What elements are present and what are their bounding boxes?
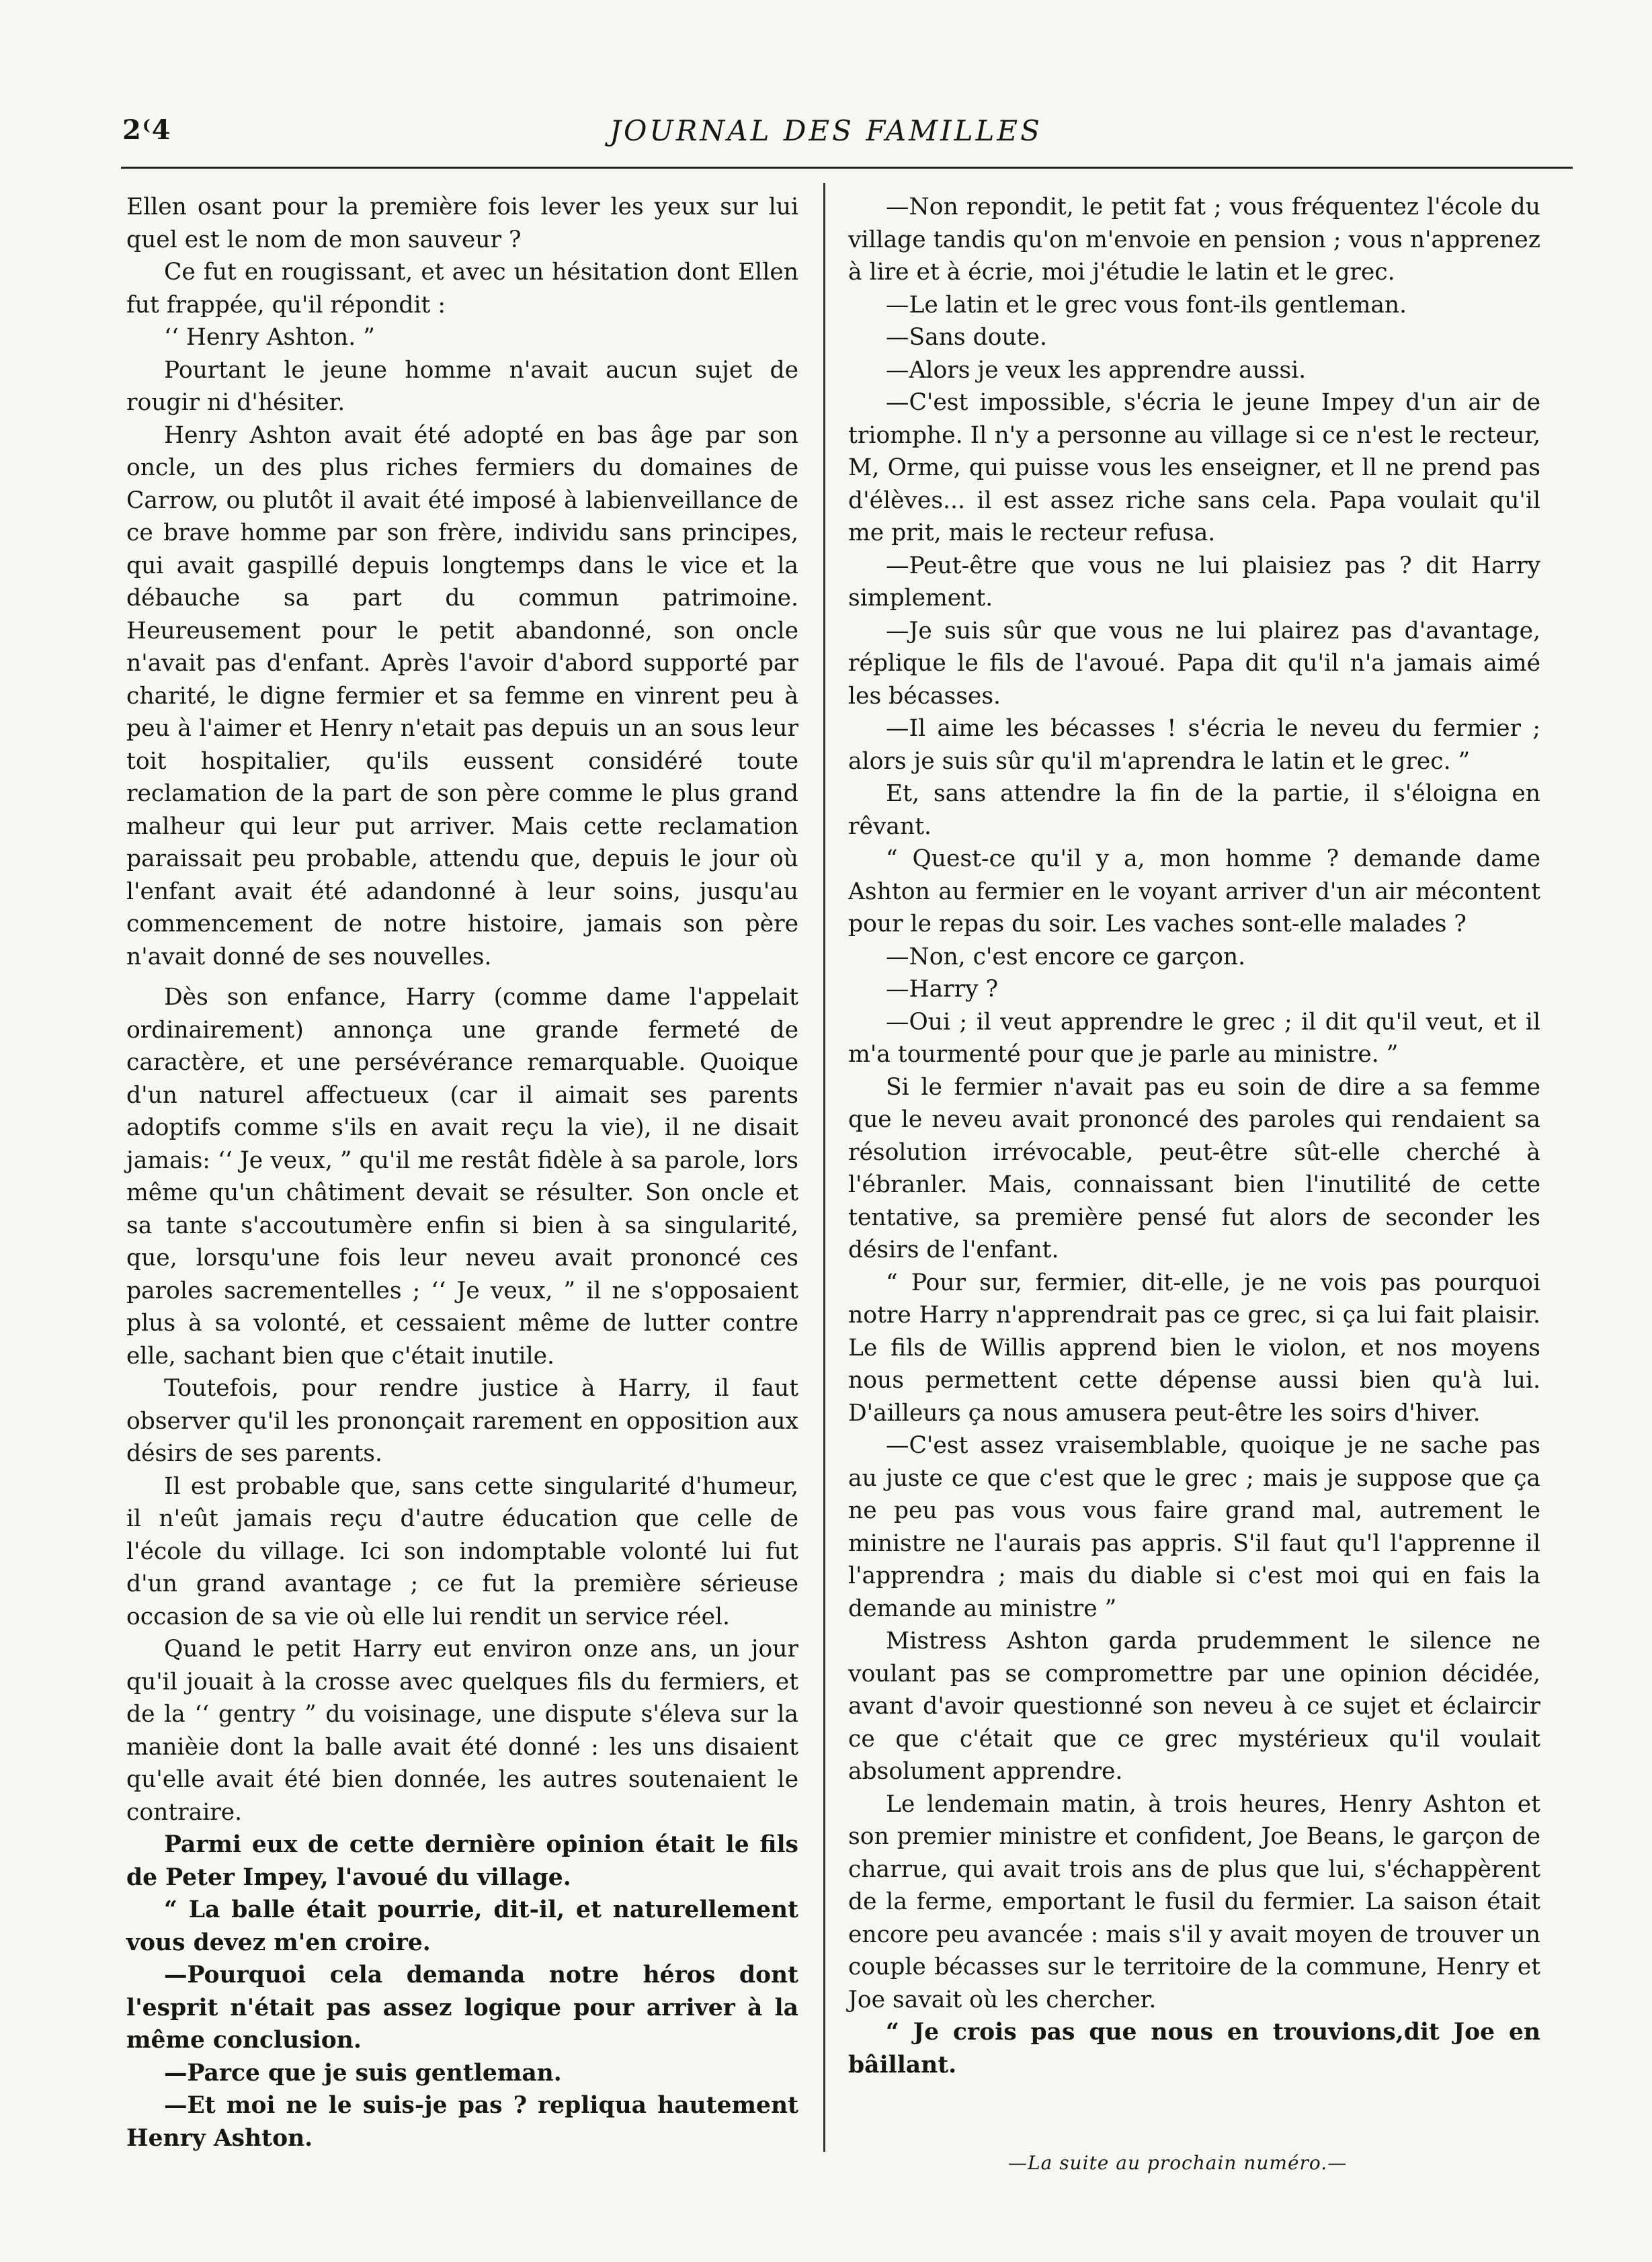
paragraph: “ La balle était pourrie, dit-il, et naturellement vous devez m'en croire. (126, 1896, 798, 1956)
paragraph: —Alors je veux les apprendre aussi. (886, 356, 1307, 384)
paragraph: —Harry ? (886, 976, 999, 1003)
paragraph: “ Pour sur, fermier, dit-elle, je ne vois pas pourquoi notre Harry n'apprendrait pas ce grec, si ça lui fait plaisir. Le fils de Willis apprend bien le violon, et nos moyens nous permettent cette dépense aussi bien qu'à lui. D'ailleurs ça nous amusera peut-être les soirs d'hiver. (848, 1269, 1540, 1427)
paragraph: —Non, c'est encore ce garçon. (886, 943, 1246, 970)
journal-title: JOURNAL DES FAMILLES (610, 114, 1042, 147)
paragraph: —Et moi ne le suis-je pas ? repliqua hautement Henry Ashton. (126, 2092, 798, 2152)
paragraph: Henry Ashton avait été adopté en bas âge par son oncle, un des plus riches fermiers du domaines de Carrow, ou plutôt il avait été imposé à labienveillance de ce brave homme par son frère, individu sans principes, qui avait gaspillé depuis longtemps dans le vice et la débauche sa part du commun patrimoine. Heureusement pour le petit abandonné, son oncle n'avait pas d'enfant. Après l'avoir d'abord supporté par charité, le digne fermier et sa femme en vinrent peu à peu à l'aimer et Henry n'etait pas depuis un an sous leur toit hospitalier, qu'ils eussent considéré toute reclamation de la part de son père comme le plus grand malheur qui leur put arriver. Mais cette reclamation paraissait peu probable, attendu que, depuis le jour où l'enfant avait été adandonné à leur soins, jusqu'au commencement de notre histoire, jamais son père n'avait donné de ses nouvelles. (126, 421, 798, 970)
paragraph: Mistress Ashton garda prudemment le silence ne voulant pas se compromettre par une opinion décidée, avant d'avoir questionné son neveu à ce sujet et éclaircir ce que c'était que ce grec mystérieux qu'il voulait absolument apprendre. (848, 1628, 1540, 1785)
left-column (126, 191, 798, 2154)
paragraph: Il est probable que, sans cette singularité d'humeur, il n'eût jamais reçu d'autre éducation que celle de l'école du village. Ici son indomptable volonté lui fut d'un grand avantage ; ce fut la première sérieuse occasion de sa vie où elle lui rendit un service réel. (126, 1472, 798, 1630)
paragraph: Ce fut en rougissant, et avec un hésitation dont Ellen fut frappée, qu'il répondit : (126, 259, 798, 319)
continuation-note: —La suite au prochain numéro.— (1008, 2152, 1348, 2174)
paragraph: Dès son enfance, Harry (comme dame l'appelait ordinairement) annonça une grande fermeté de caractère, et une persévérance remarquable. Quoique d'un naturel affectueux (car il aimait ses parents adoptifs comme s'ils en avait reçu la vie), il ne disait jamais: ‘‘ Je veux, ” qu'il me restât fidèle à sa parole, lors même qu'un châtiment devait se résulter. Son oncle et sa tante s'accoutumère enfin si bien à sa singularité, que, lorsqu'une fois leur neveu avait prononcé ces paroles sacrementelles ; ‘‘ Je veux, ” il ne s'opposaient plus à sa volonté, et cessaient même de lutter contre elle, sachant bien que c'était inutile. (126, 984, 798, 1370)
paragraph: —Sans doute. (886, 324, 1047, 351)
paragraph: Ellen osant pour la première fois lever les yeux sur lui quel est le nom de mon sauveur ? (126, 194, 798, 253)
paragraph: —Oui ; il veut apprendre le grec ; il dit qu'il veut, et il m'a tourmenté pour que je parle au ministre. ” (848, 1008, 1540, 1068)
paragraph: Pourtant le jeune homme n'avait aucun sujet de rougir ni d'hésiter. (126, 356, 798, 416)
paragraph: Le lendemain matin, à trois heures, Henry Ashton et son premier ministre et confident, Joe Beans, le garçon de charrue, qui avait trois ans de plus que lui, s'échappèrent de la ferme, emportant le fusil du fermier. La saison était encore peu avancée : mais s'il y avait moyen de trouver un couple bécasses sur le territoire de la commune, Henry et Joe savait où les chercher. (848, 1790, 1540, 2013)
paragraph: —Non repondit, le petit fat ; vous fréquentez l'école du village tandis qu'on m'envoie en pension ; vous n'apprenez à lire et à écrie, moi j'étudie le latin et le grec. (848, 194, 1540, 286)
paragraph: Et, sans attendre la fin de la partie, il s'éloigna en rêvant. (848, 780, 1540, 840)
paragraph: —Il aime les bécasses ! s'écria le neveu du fermier ; alors je suis sûr qu'il m'aprendra le latin et le grec. ” (848, 715, 1540, 775)
paragraph: Parmi eux de cette dernière opinion était le fils de Peter Impey, l'avoué du village. (126, 1831, 798, 1891)
header-rule (121, 167, 1573, 169)
paragraph: —C'est assez vraisemblable, quoique je ne sache pas au juste ce que c'est que le grec ; mais je suppose que ça ne peu pas vous vous faire grand mal, autrement le ministre ne l'aurais pas appris. S'il faut qu'l l'apprenne il l'apprendra ; mais du diable si c'est moi qui en fais la demande au ministre ” (848, 1432, 1540, 1622)
right-column (848, 191, 1540, 2081)
paragraph: “ Quest-ce qu'il y a, mon homme ? demande dame Ashton au fermier en le voyant arriver d'un air mécontent pour le repas du soir. Les vaches sont-elle malades ? (848, 845, 1540, 937)
paragraph: —Le latin et le grec vous font-ils gentleman. (886, 291, 1407, 319)
paragraph: —Pourquoi cela demanda notre héros dont l'esprit n'était pas assez logique pour arriver à la même conclusion. (126, 1962, 798, 2054)
paragraph: Quand le petit Harry eut environ onze ans, un jour qu'il jouait à la crosse avec quelques fils du fermiers, et de la ‘‘ gentry ” du voisinage, une dispute s'éleva sur la manièie dont la balle avait été donné : les uns disaient qu'elle avait été bien donnée, les autres soutenaient le contraire. (126, 1636, 798, 1826)
paragraph: —Parce que je suis gentleman. (164, 2059, 562, 2087)
paragraph: Toutefois, pour rendre justice à Harry, il faut observer qu'il les prononçait rarement en opposition aux désirs de ses parents. (126, 1375, 798, 1467)
page-number: 2⁽4 (122, 114, 172, 146)
page-header (0, 101, 1652, 155)
paragraph: ‘‘ Henry Ashton. ” (164, 324, 375, 351)
paragraph: Si le fermier n'avait pas eu soin de dire a sa femme que le neveu avait prononcé des paroles qui rendaient sa résolution irrévocable, peut-être sût-elle cherché à l'ébranler. Mais, connaissant bien l'inutilité de cette tentative, sa première pensé fut alors de seconder les désirs de l'enfant. (848, 1073, 1540, 1263)
paragraph: “ Je crois pas que nous en trouvions,dit Joe en bâillant. (848, 2019, 1540, 2079)
paragraph: —C'est impossible, s'écria le jeune Impey d'un air de triomphe. Il n'y a personne au village si ce n'est le recteur, M, Orme, qui puisse vous les enseigner, et ll ne prend pas d'élèves... il est assez riche sans cela. Papa voulait qu'il me prit, mais le recteur refusa. (848, 389, 1540, 546)
paragraph: —Peut-être que vous ne lui plaisiez pas ? dit Harry simplement. (848, 552, 1540, 612)
paragraph: —Je suis sûr que vous ne lui plairez pas d'avantage, réplique le fils de l'avoué. Papa dit qu'il n'a jamais aimé les bécasses. (848, 617, 1540, 710)
column-divider (823, 183, 825, 2152)
